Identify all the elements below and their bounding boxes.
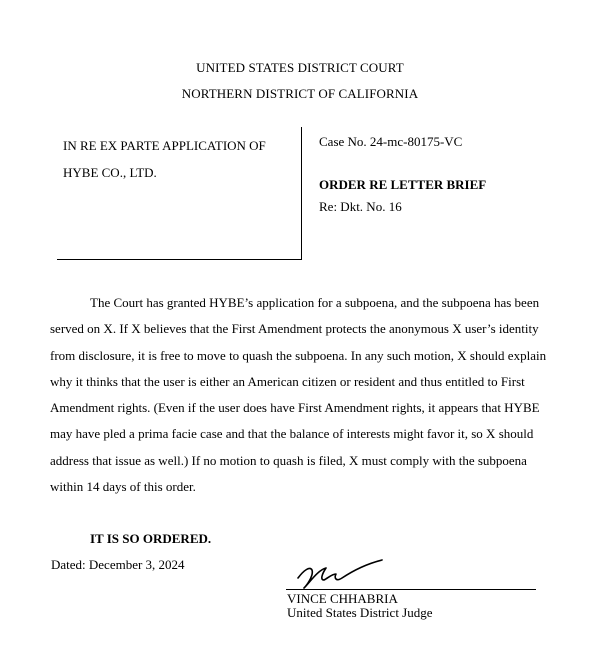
body-line: Amendment rights. (Even if the user does have First Amendment rights, it appears that HYBE <box>50 400 540 416</box>
caption-party-line1: IN RE EX PARTE APPLICATION OF <box>63 138 266 153</box>
judge-name: VINCE CHHABRIA <box>287 591 398 606</box>
caption-horizontal-divider <box>57 259 302 260</box>
court-district: NORTHERN DISTRICT OF CALIFORNIA <box>181 86 419 101</box>
docket-reference: Re: Dkt. No. 16 <box>319 199 402 214</box>
order-title: ORDER RE LETTER BRIEF <box>319 177 487 192</box>
body-line: served on X. If X believes that the First Amendment protects the anonymous X user’s identity <box>50 321 539 337</box>
dated: Dated: December 3, 2024 <box>51 557 185 572</box>
signature-line <box>286 589 536 590</box>
body-line: why it thinks that the user is either an American citizen or resident and thus entitled to First <box>50 373 525 389</box>
caption-party-line2: HYBE CO., LTD. <box>63 165 157 180</box>
judge-signature-icon <box>296 558 386 592</box>
body-line: from disclosure, it is free to move to quash the subpoena. In any such motion, X should explain <box>50 347 547 363</box>
body-line: may have pled a prima facie case and that the balance of interests might favor it, so X should <box>50 426 534 442</box>
body-line: The Court has granted HYBE’s application for a subpoena, and the subpoena has been <box>90 295 540 310</box>
body-line: within 14 days of this order. <box>50 479 196 495</box>
order-body <box>50 290 570 500</box>
case-number: Case No. 24-mc-80175-VC <box>319 134 463 149</box>
court-name: UNITED STATES DISTRICT COURT <box>196 60 404 75</box>
body-line: address that issue as well.) If no motion to quash is filed, X must comply with the subpoena <box>50 452 527 468</box>
caption-vertical-divider <box>301 127 302 260</box>
judge-title: United States District Judge <box>287 605 433 620</box>
so-ordered: IT IS SO ORDERED. <box>90 531 212 546</box>
